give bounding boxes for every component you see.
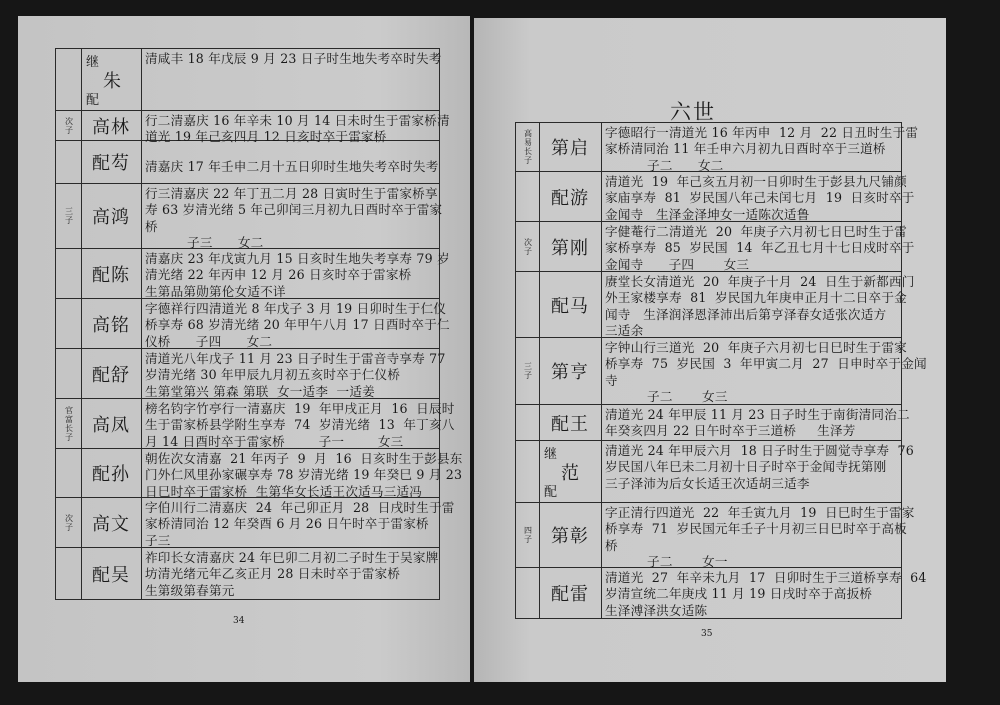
person-name: 配孙 <box>81 449 142 497</box>
record-text: 清嘉庆 17 年壬申二月十五日卯时生地失考卒时失考 <box>145 159 439 175</box>
relation-label <box>56 349 82 398</box>
prefix-label: 继 <box>86 55 101 70</box>
relation-label: 次子 <box>56 498 82 547</box>
record-text: 清道光 24 年甲辰 11 月 23 日子时生于南街清同治二 年癸亥四月 22 日午时卒于三道桥 生泽芳 <box>605 407 910 439</box>
suffix-label: 配 <box>544 485 559 500</box>
relation-label <box>56 449 82 497</box>
name-char: 朱 <box>103 71 122 92</box>
table-row <box>516 441 914 503</box>
relation-label <box>516 568 540 618</box>
name-char: 范 <box>561 463 580 484</box>
generation-title: 六世 <box>670 100 716 124</box>
record-text: 清道光 27 年辛未九月 17 日卯时生于三道桥享寿 64 岁清宣统二年庚戌 11 月 19 日戌时卒于高扳桥 生泽溥泽洪女适陈 <box>605 570 927 618</box>
person-name: 配吴 <box>81 548 142 599</box>
table-row <box>516 503 915 569</box>
person-name: 配舒 <box>81 349 142 398</box>
table-row <box>516 272 915 338</box>
record-text: 赓堂长女清道光 20 年庚子十月 24 日生于新都西门 外王家楼享寿 81 岁民国九年庚申正月十二日卒于金 闻寺 生泽润泽恩泽沛出后第亨泽春女适张次适方 三适余 <box>605 274 915 338</box>
table-row <box>56 141 439 184</box>
page-number-left: 34 <box>233 616 245 626</box>
person-name: 配陈 <box>81 249 142 298</box>
person-name: 配王 <box>539 405 602 440</box>
page-number-right: 35 <box>701 629 713 639</box>
relation-label <box>56 249 82 298</box>
table-row <box>56 111 450 145</box>
table-row <box>516 172 915 222</box>
table-row <box>516 222 915 272</box>
record-text: 行三清嘉庆 22 年丁丑二月 28 日寅时生于雷家桥享 寿 63 岁清光绪 5 年己卯闰三月初九日酉时卒于雷家 桥 子三 女二 <box>145 186 443 250</box>
table-row <box>516 123 919 173</box>
table-row <box>56 449 463 499</box>
person-name: 第启 <box>539 123 602 171</box>
relation-label: 三子 <box>56 184 82 248</box>
prefix-label: 继 <box>544 447 559 462</box>
person-name: 配芶 <box>81 141 142 183</box>
person-name: 配雷 <box>539 568 602 618</box>
record-text: 朝佐次女清嘉 21 年丙子 9 月 16 日亥时生于彭县东 门外仁风里孙家碾享寿 78 岁清光绪 19 年癸巳 9 月 23 日巳时卒于雷家桥 生第华女长适王次适马三适冯 <box>145 451 463 499</box>
table-row <box>56 548 439 599</box>
relation-label <box>516 441 540 502</box>
relation-label: 次子 <box>56 111 82 140</box>
record-text: 清道光 19 年己亥五月初一日卯时生于彭县九尺铺颜 家庙享寿 81 岁民国八年己未闰七月 19 日亥时卒于 金闻寺 生泽金泽坤女一适陈次适鲁 <box>605 174 915 222</box>
record-text: 字正清行四道光 22 年壬寅九月 19 日巳时生于雷家 桥享寿 71 岁民国元年壬子十月初三日巳时卒于高板 桥 子二 女一 <box>605 505 915 569</box>
record-text: 清道光 24 年甲辰六月 18 日子时生于圆觉寺享寿 76 岁民国八年巳未二月初十日子时卒于金闻寺抚第刚 三子泽沛为后女长适王次适胡三适李 <box>605 443 914 491</box>
record-text: 字伯川行二清嘉庆 24 年己卯正月 28 日戌时生于雷 家桥清同治 12 年癸酉 6 月 26 日午时卒于雷家桥 子三 <box>145 500 455 548</box>
genealogy-table-left <box>55 48 463 600</box>
relation-label <box>56 299 82 348</box>
person-name: 高鸿 <box>81 184 142 248</box>
record-text: 字健菴行二清道光 20 年庚子六月初七日巳时生于雷 家桥享寿 85 岁民国 14 年乙丑七月十七日戍时卒于 金闻寺 子四 女三 <box>605 224 915 272</box>
table-row <box>56 498 455 548</box>
table-row <box>56 49 442 111</box>
left-page <box>18 16 470 682</box>
person-name: 高林 <box>81 111 142 140</box>
table-row <box>56 249 450 299</box>
table-row <box>56 399 455 449</box>
person-name: 高铭 <box>81 299 142 348</box>
relation-label: 次子 <box>516 222 540 271</box>
record-text: 祚印长女清嘉庆 24 年巳卯二月初二子时生于吴家牌 坊清光绪元年乙亥正月 28 日未时卒于雷家桥 生第级第春第元 <box>145 550 439 598</box>
table-row <box>516 338 927 405</box>
record-text: 字德祥行四清道光 8 年戊子 3 月 19 日卯时生于仁仪 桥享寿 68 岁清光绪 20 年甲午八月 17 日酉时卒于仁 仪桥 子四 女二 <box>145 301 450 349</box>
right-page <box>474 18 946 682</box>
person-name <box>81 49 142 110</box>
table-row <box>56 349 446 399</box>
record-text: 清咸丰 18 年戊辰 9 月 23 日子时生地失考卒时失考 <box>145 51 442 66</box>
record-text: 榜名钧字竹亭行一清嘉庆 19 年甲戌正月 16 日辰时 生于雷家桥县学附生享寿 74 岁清光绪 13 年丁亥八 月 14 日酉时卒于雷家桥 子一 女三 <box>145 401 455 449</box>
person-name: 第刚 <box>539 222 602 271</box>
table-row <box>516 405 910 441</box>
relation-label <box>56 141 82 183</box>
relation-label: 三子 <box>516 338 540 404</box>
person-name <box>539 441 602 502</box>
relation-label <box>516 272 540 337</box>
record-text: 字钟山行三道光 20 年庚子六月初七日巳时生于雷家 桥享寿 75 岁民国 3 年甲寅二月 27 日申时卒于金闻 寺 子二 女三 <box>605 340 927 404</box>
table-row <box>516 568 927 618</box>
record-text: 行二清嘉庆 16 年辛未 10 月 14 日未时生于雷家桥清 道光 19 年己亥四月 12 日亥时卒于雷家桥 <box>145 113 450 145</box>
relation-label: 官富长子 <box>56 399 82 448</box>
person-name: 配游 <box>539 172 602 221</box>
genealogy-table-right <box>515 122 927 619</box>
relation-label: 高易长子 <box>516 123 540 171</box>
person-name: 第彰 <box>539 503 602 567</box>
table-row <box>56 299 450 349</box>
record-text: 字德昭行一清道光 16 年丙申 12 月 22 日丑时生于雷 家桥清同治 11 年壬申六月初九日酉时卒于三道桥 子二 女二 <box>605 125 919 173</box>
person-name: 配马 <box>539 272 602 337</box>
person-name: 高凤 <box>81 399 142 448</box>
relation-label: 四子 <box>516 503 540 567</box>
suffix-label: 配 <box>86 93 101 108</box>
relation-label <box>56 49 82 110</box>
relation-label <box>516 172 540 221</box>
person-name: 高文 <box>81 498 142 547</box>
person-name: 第亨 <box>539 338 602 404</box>
record-text: 清嘉庆 23 年戊寅九月 15 日亥时生地失考享寿 79 岁 清光绪 22 年丙申 12 月 26 日亥时卒于雷家桥 生第品第勋第伦女适不详 <box>145 251 450 299</box>
record-text: 清道光八年戊子 11 月 23 日子时生于雷音寺享寿 77 岁清光绪 30 年甲辰九月初五亥时卒于仁仪桥 生第堂第兴 第森 第联 女一适李 一适姜 <box>145 351 446 399</box>
relation-label <box>516 405 540 440</box>
relation-label <box>56 548 82 599</box>
table-row <box>56 184 443 250</box>
